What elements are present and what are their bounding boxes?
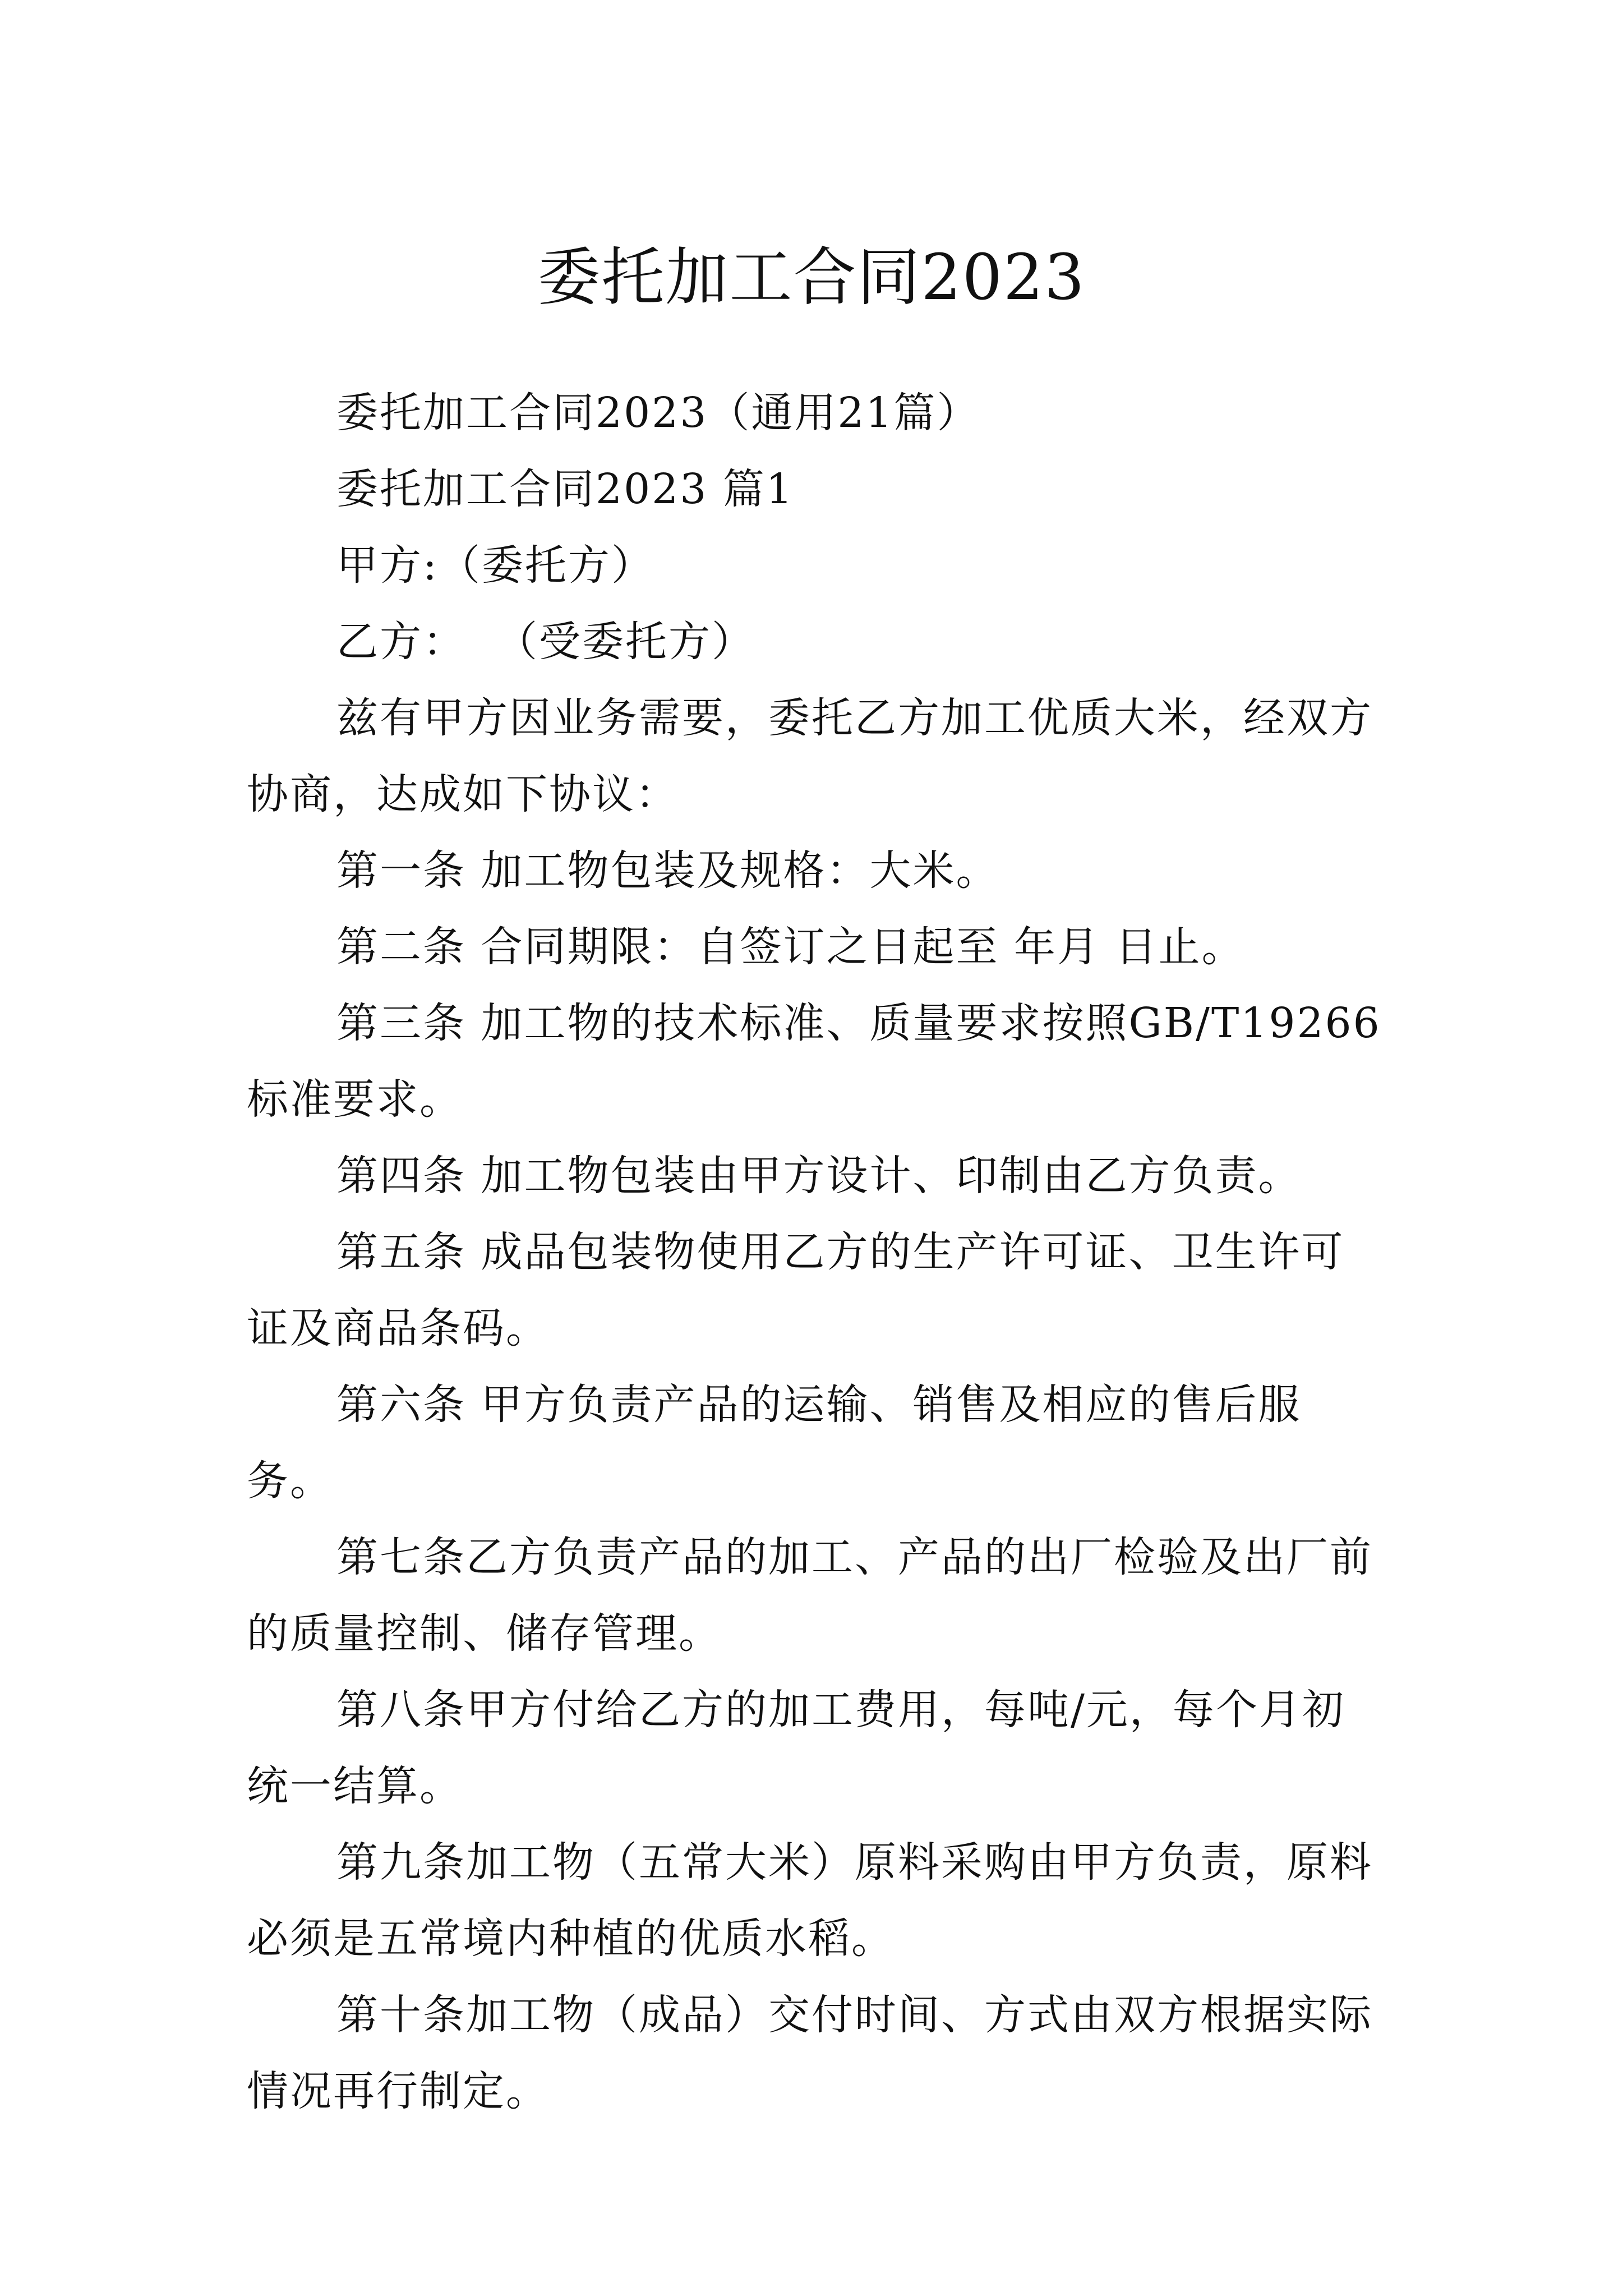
paragraph-article-4: 第四条 加工物包装由甲方设计、印制由乙方负责。 — [336, 1152, 1302, 1200]
paragraph-article-2: 第二条 合同期限：自签订之日起至 年月 日止。 — [336, 923, 1245, 971]
paragraph-article-6: 第六条 甲方负责产品的运输、销售及相应的售后服务。 — [247, 1381, 1302, 1505]
paragraph-subtitle: 委托加工合同2023（通用21篇） — [336, 389, 980, 437]
paragraph-preamble: 兹有甲方因业务需要，委托乙方加工优质大米，经双方协商，达成如下协议： — [247, 694, 1373, 818]
paragraph-article-10: 第十条加工物（成品）交付时间、方式由双方根据实际情况再行制定。 — [247, 1991, 1373, 2115]
paragraph-article-1: 第一条 加工物包装及规格：大米。 — [336, 846, 999, 895]
document-title: 委托加工合同2023 — [537, 241, 1086, 315]
paragraph-article-9: 第九条加工物（五常大米）原料采购由甲方负责，原料必须是五常境内种植的优质水稻。 — [247, 1838, 1373, 1963]
paragraph-article-8: 第八条甲方付给乙方的加工费用，每吨/元，每个月初统一结算。 — [247, 1686, 1345, 1810]
document-body — [247, 375, 1385, 2129]
paragraph-party-b: 乙方： （受委托方） — [336, 618, 755, 666]
paragraph-article-3: 第三条 加工物的技术标准、质量要求按照GB/T19266标准要求。 — [247, 999, 1381, 1124]
paragraph-party-a: 甲方:（委托方） — [336, 541, 654, 590]
paragraph-section-heading: 委托加工合同2023 篇1 — [336, 465, 794, 513]
paragraph-article-5: 第五条 成品包装物使用乙方的生产许可证、卫生许可证及商品条码。 — [247, 1228, 1345, 1352]
paragraph-article-7: 第七条乙方负责产品的加工、产品的出厂检验及出厂前的质量控制、储存管理。 — [247, 1533, 1373, 1658]
